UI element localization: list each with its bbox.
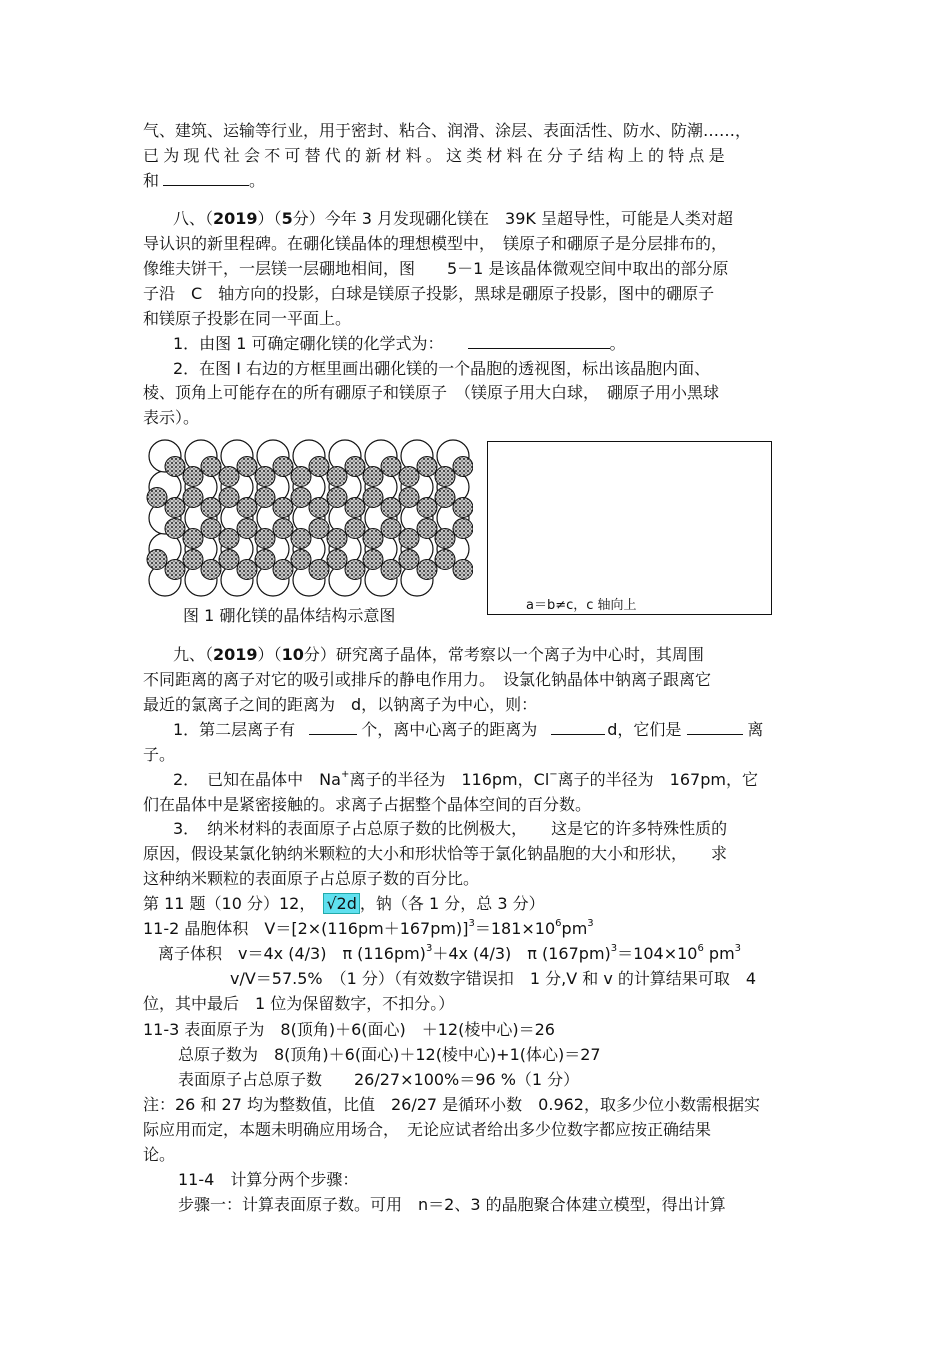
text-line: 表面原子占总原子数 26/27×100%＝96 %（1 分） <box>178 1070 580 1089</box>
boron-atom <box>237 498 257 518</box>
text-line: 气、建筑、运输等行业，用于密封、粘合、润滑、涂层、表面活性、防水、防潮……， <box>143 121 752 140</box>
note-line: 注：26 和 27 均为整数值，比值 26/27 是循环小数 0.962，取多少位小数需根据实 <box>143 1095 760 1114</box>
boron-atom <box>399 488 419 508</box>
boron-atom <box>363 529 383 549</box>
boron-atom <box>363 488 383 508</box>
boron-atom <box>183 550 203 570</box>
text-line: 位，其中最后 1 位为保留数字，不扣分。） <box>143 994 455 1013</box>
boron-atom <box>435 550 455 570</box>
question-9-header: 九、（2019）（10分）研究离子晶体，常考察以一个离子为中心时，其周围 <box>173 645 704 664</box>
text-line: 和镁原子投影在同一平面上。 <box>143 309 352 328</box>
question-9-1: 1．第二层离子有 个，离中心离子的距离为 d，它们是 离 <box>173 720 764 739</box>
text-line: 步骤一：计算表面原子数。可用 n＝2、3 的晶胞聚合体建立模型，得出计算 <box>178 1195 726 1214</box>
boron-atom <box>201 498 221 518</box>
text-line: 论。 <box>143 1145 176 1164</box>
boron-atom <box>201 519 221 539</box>
boron-atom <box>327 529 347 549</box>
text-line: 际应用而定，本题未明确应用场合， 无论应试者给出多少位数字都应按正确结果 <box>143 1120 712 1139</box>
boron-atom <box>417 519 437 539</box>
boron-atom <box>255 550 275 570</box>
boron-atom <box>309 519 329 539</box>
boron-atom <box>255 467 275 487</box>
boron-atom <box>345 560 365 580</box>
boron-atom <box>399 550 419 570</box>
boron-atom <box>417 457 437 477</box>
answer-blank[interactable] <box>468 334 610 349</box>
boron-atom <box>291 467 311 487</box>
text-line: 们在晶体中是紧密接触的。求离子占据整个晶体空间的百分数。 <box>143 795 592 814</box>
boron-atom <box>201 560 221 580</box>
text-line: 子。 <box>143 745 176 764</box>
text-line: 不同距离的离子对它的吸引或排斥的静电作用力。 设氯化钠晶体中钠离子跟离它 <box>143 670 712 689</box>
boron-atom <box>255 488 275 508</box>
boron-atom <box>201 457 221 477</box>
boron-atom <box>165 457 185 477</box>
drawing-box[interactable] <box>487 441 772 615</box>
boron-atom <box>399 467 419 487</box>
boron-atom <box>453 560 473 580</box>
boron-atom <box>345 457 365 477</box>
boron-atom <box>273 498 293 518</box>
boron-atom <box>417 498 437 518</box>
boron-atom <box>399 529 419 549</box>
answer-11-2-ions: 离子体积 v＝4x (4/3) π $(116pm)^3+4x$ (4/3) π $(167pm)^3=104\times 10^6$ $pm^3$ <box>158 943 742 963</box>
text-line: 导认识的新里程碑。在硼化镁晶体的理想模型中， 镁原子和硼原子是分层排布的， <box>143 234 728 253</box>
boron-atom <box>219 550 239 570</box>
figure-caption: 图 1 硼化镁的晶体结构示意图 <box>183 606 396 625</box>
text-line: 最近的氯离子之间的距离为 d，以钠离子为中心，则： <box>143 695 538 714</box>
text-line: 原因，假设某氯化钠纳米颗粒的大小和形状恰等于氯化钠晶胞的大小和形状， 求 <box>143 844 728 863</box>
boron-atom <box>345 498 365 518</box>
boron-atom <box>327 550 347 570</box>
boron-atom <box>255 529 275 549</box>
boron-atom <box>453 519 473 539</box>
boron-atom <box>219 488 239 508</box>
text-line: 总原子数为 8(顶角)＋6(面心)＋12(棱中心)+1(体心)＝27 <box>178 1045 601 1064</box>
boron-atom <box>165 560 185 580</box>
question-8-2: 2．在图 I 右边的方框里画出硼化镁的一个晶胞的透视图，标出该晶胞内面、 <box>173 359 711 378</box>
boron-atom <box>381 519 401 539</box>
answer-blank[interactable] <box>309 720 357 735</box>
answer-blank[interactable] <box>687 720 743 735</box>
text-line: 表示）。 <box>143 408 200 427</box>
boron-atom <box>453 498 473 518</box>
answer-11-2: 11-2 晶胞体积 $V=[2\times(116pm+167pm)]^3=181\times 10^6pm^3$ <box>143 918 594 938</box>
boron-atom <box>363 467 383 487</box>
boron-atom <box>147 550 167 570</box>
text-line: 已为现代社会不可替代的新材料。这类材料在分子结构上的特点是 <box>143 146 729 165</box>
text-line: 像维夫饼干，一层镁一层硼地相间，图 5－1 是该晶体微观空间中取出的部分原 <box>143 259 729 278</box>
boron-atom <box>291 488 311 508</box>
answer-blank[interactable] <box>163 171 249 186</box>
highlighted-answer: √2d <box>323 893 360 914</box>
boron-atom <box>363 550 383 570</box>
boron-atom <box>237 519 257 539</box>
question-8-header: 八、（2019）（5分）今年 3 月发现硼化镁在 39K 呈超导性，可能是人类对超 <box>173 209 733 228</box>
question-8-1: 1．由图 1 可确定硼化镁的化学式为： 。 <box>173 334 626 353</box>
crystal-structure-figure <box>143 430 473 602</box>
boron-atom <box>381 560 401 580</box>
boron-atom <box>291 550 311 570</box>
question-9-2: 2． 已知在晶体中 Na+离子的半径为 116pm，Cl−离子的半径为 167pm，它 <box>173 769 758 789</box>
boron-atom <box>219 529 239 549</box>
text-line: 子沿 C 轴方向的投影，白球是镁原子投影，黑球是硼原子投影，图中的硼原子 <box>143 284 715 303</box>
boron-atom <box>309 498 329 518</box>
atom-group <box>147 440 473 596</box>
boron-atom <box>219 467 239 487</box>
boron-atom <box>165 498 185 518</box>
boron-atom <box>345 519 365 539</box>
boron-atom <box>309 457 329 477</box>
answer-blank[interactable] <box>551 720 605 735</box>
boron-atom <box>183 488 203 508</box>
boron-atom <box>435 488 455 508</box>
answer-11-1: 第 11 题（10 分）12， √2d ，钠（各 1 分，总 3 分） <box>143 894 545 913</box>
boron-atom <box>327 467 347 487</box>
text-line: 棱、顶角上可能存在的所有硼原子和镁原子 （镁原子用大白球， 硼原子用小黑球 <box>143 383 720 402</box>
answer-11-4: 11-4 计算分两个步骤： <box>178 1170 359 1189</box>
boron-atom <box>183 467 203 487</box>
boron-atom <box>237 560 257 580</box>
boron-atom <box>147 488 167 508</box>
boron-atom <box>417 560 437 580</box>
boron-atom <box>291 529 311 549</box>
boron-atom <box>381 498 401 518</box>
text-line: 和 。 <box>143 171 266 190</box>
boron-atom <box>435 529 455 549</box>
answer-11-3: 11-3 表面原子为 8(顶角)＋6(面心) ＋12(棱中心)＝26 <box>143 1020 555 1039</box>
boron-atom <box>273 560 293 580</box>
text-line: v/V＝57.5% （1 分）（有效数字错误扣 1 分,V 和 v 的计算结果可取 4 <box>230 969 757 988</box>
boron-atom <box>183 529 203 549</box>
boron-atom <box>237 457 257 477</box>
question-9-3: 3． 纳米材料的表面原子占总原子数的比例极大， 这是它的许多特殊性质的 <box>173 819 728 838</box>
boron-atom <box>435 467 455 487</box>
boron-atom <box>381 457 401 477</box>
boron-atom <box>453 457 473 477</box>
boron-atom <box>273 519 293 539</box>
text-line: 这种纳米颗粒的表面原子占总原子数的百分比。 <box>143 869 480 888</box>
box-caption: a＝b≠c，c 轴向上 <box>526 598 637 613</box>
boron-atom <box>273 457 293 477</box>
boron-atom <box>165 519 185 539</box>
boron-atom <box>309 560 329 580</box>
boron-atom <box>327 488 347 508</box>
